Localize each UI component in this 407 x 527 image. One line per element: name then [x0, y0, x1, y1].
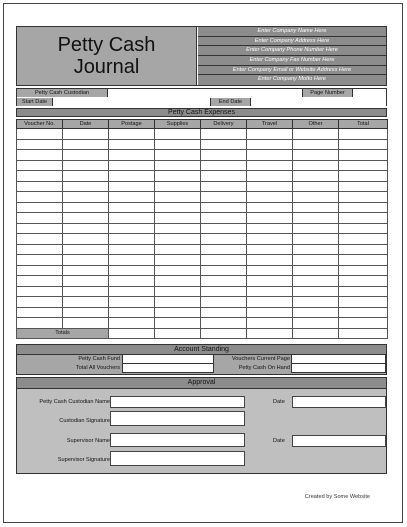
expense-cell[interactable] [201, 139, 247, 150]
expense-cell[interactable] [109, 213, 155, 224]
expense-cell[interactable] [155, 129, 201, 140]
totals-cell[interactable] [339, 328, 388, 339]
expense-cell[interactable] [201, 255, 247, 266]
expense-cell[interactable] [339, 244, 388, 255]
expense-cell[interactable] [17, 318, 63, 329]
expense-cell[interactable] [293, 202, 339, 213]
expense-cell[interactable] [339, 181, 388, 192]
expense-cell[interactable] [63, 139, 109, 150]
start-date-label: Start Date [17, 98, 53, 106]
expense-cell[interactable] [155, 192, 201, 203]
expense-cell[interactable] [17, 129, 63, 140]
expense-cell[interactable] [293, 160, 339, 171]
expense-cell[interactable] [63, 192, 109, 203]
supervisor-signature-field[interactable] [110, 451, 245, 466]
expense-cell[interactable] [63, 213, 109, 224]
page-number-field[interactable] [353, 89, 386, 97]
expense-cell[interactable] [63, 297, 109, 308]
expense-cell[interactable] [109, 223, 155, 234]
expense-cell[interactable] [109, 307, 155, 318]
footer-credit: Created by Some Website [304, 494, 370, 500]
total-vouchers-field[interactable] [122, 364, 214, 373]
expense-cell[interactable] [109, 244, 155, 255]
expense-cell[interactable] [201, 171, 247, 182]
expense-cell[interactable] [155, 265, 201, 276]
expense-cell[interactable] [247, 286, 293, 297]
expenses-title: Petty Cash Expenses [16, 108, 387, 117]
expense-cell[interactable] [155, 160, 201, 171]
start-date-field[interactable] [53, 98, 211, 106]
expense-cell[interactable] [339, 265, 388, 276]
expense-row [17, 213, 388, 224]
expense-cell[interactable] [17, 139, 63, 150]
expense-cell[interactable] [201, 129, 247, 140]
expense-cell[interactable] [201, 318, 247, 329]
custodian-field[interactable] [108, 89, 303, 97]
expense-cell[interactable] [339, 297, 388, 308]
expense-row [17, 192, 388, 203]
expense-row [17, 297, 388, 308]
totals-cell[interactable] [293, 328, 339, 339]
expense-cell[interactable] [17, 213, 63, 224]
expense-cell[interactable] [63, 171, 109, 182]
expense-cell[interactable] [109, 297, 155, 308]
expense-cell[interactable] [63, 202, 109, 213]
expense-cell[interactable] [109, 276, 155, 287]
title-block [17, 27, 197, 85]
col-voucher-no: Voucher No. [17, 120, 63, 129]
expense-cell[interactable] [247, 244, 293, 255]
expense-cell[interactable] [109, 160, 155, 171]
expense-cell[interactable] [339, 255, 388, 266]
expense-cell[interactable] [109, 234, 155, 245]
totals-label: Totals [17, 328, 109, 339]
expense-cell[interactable] [109, 129, 155, 140]
expense-cell[interactable] [339, 150, 388, 161]
expense-cell[interactable] [293, 223, 339, 234]
expense-cell[interactable] [247, 276, 293, 287]
expense-cell[interactable] [293, 297, 339, 308]
meta-row-custodian [17, 89, 386, 97]
expense-cell[interactable] [155, 234, 201, 245]
expense-cell[interactable] [247, 223, 293, 234]
expense-cell[interactable] [17, 192, 63, 203]
totals-cell[interactable] [247, 328, 293, 339]
expense-cell[interactable] [155, 139, 201, 150]
expense-cell[interactable] [339, 213, 388, 224]
meta-row-dates [17, 98, 386, 106]
expense-cell[interactable] [109, 202, 155, 213]
expense-cell[interactable] [247, 265, 293, 276]
expense-cell[interactable] [17, 297, 63, 308]
expense-row [17, 150, 388, 161]
expense-cell[interactable] [17, 307, 63, 318]
expense-cell[interactable] [247, 171, 293, 182]
expense-cell[interactable] [247, 192, 293, 203]
expenses-header-row [17, 120, 388, 129]
expense-cell[interactable] [339, 286, 388, 297]
expense-cell[interactable] [155, 181, 201, 192]
expense-cell[interactable] [293, 181, 339, 192]
expense-cell[interactable] [247, 255, 293, 266]
form-page [3, 3, 403, 523]
expense-cell[interactable] [339, 160, 388, 171]
expense-row [17, 139, 388, 150]
expenses-table [16, 119, 388, 339]
expense-cell[interactable] [247, 318, 293, 329]
title-line-1: Petty Cash [57, 34, 156, 56]
expense-cell[interactable] [109, 255, 155, 266]
expense-row [17, 129, 388, 140]
expense-cell[interactable] [339, 192, 388, 203]
expense-cell[interactable] [201, 276, 247, 287]
totals-row [17, 328, 388, 339]
custodian-signature-field[interactable] [110, 411, 245, 426]
expense-cell[interactable] [247, 150, 293, 161]
expense-cell[interactable] [109, 139, 155, 150]
account-standing-title: Account Standing [17, 345, 386, 355]
journal-meta [16, 88, 387, 106]
expense-cell[interactable] [63, 181, 109, 192]
expense-cell[interactable] [293, 265, 339, 276]
expense-cell[interactable] [155, 150, 201, 161]
expense-cell[interactable] [201, 202, 247, 213]
expense-cell[interactable] [17, 160, 63, 171]
on-hand-label: Petty Cash On Hand [238, 365, 290, 371]
date-field-2[interactable] [292, 435, 386, 447]
expense-cell[interactable] [155, 255, 201, 266]
account-row-1 [17, 355, 386, 364]
expense-cell[interactable] [201, 160, 247, 171]
expense-cell[interactable] [293, 139, 339, 150]
expense-cell[interactable] [247, 307, 293, 318]
expense-cell[interactable] [17, 234, 63, 245]
expense-cell[interactable] [109, 286, 155, 297]
expense-cell[interactable] [293, 129, 339, 140]
totals-cell[interactable] [201, 328, 247, 339]
company-address-field[interactable]: Enter Company Address Here [198, 37, 386, 47]
expense-cell[interactable] [293, 307, 339, 318]
expense-cell[interactable] [293, 244, 339, 255]
expense-cell[interactable] [155, 202, 201, 213]
approval-section [16, 377, 387, 474]
expense-cell[interactable] [63, 234, 109, 245]
expense-cell[interactable] [247, 234, 293, 245]
supervisor-name-field[interactable] [110, 433, 245, 447]
expense-row [17, 223, 388, 234]
expense-cell[interactable] [247, 202, 293, 213]
expense-row [17, 255, 388, 266]
custodian-label: Petty Cash Custodian [17, 89, 108, 97]
expense-cell[interactable] [17, 181, 63, 192]
expense-row [17, 318, 388, 329]
custodian-name-field[interactable] [110, 396, 245, 408]
expense-cell[interactable] [339, 223, 388, 234]
expense-cell[interactable] [201, 286, 247, 297]
expense-cell[interactable] [201, 265, 247, 276]
col-date: Date [63, 120, 109, 129]
company-fax-field[interactable]: Enter Company Fax Number Here [198, 56, 386, 66]
expense-cell[interactable] [155, 171, 201, 182]
expense-cell[interactable] [247, 297, 293, 308]
expense-cell[interactable] [63, 223, 109, 234]
expense-cell[interactable] [201, 192, 247, 203]
expense-cell[interactable] [155, 244, 201, 255]
account-row-2 [17, 364, 386, 373]
approval-title: Approval [17, 378, 386, 389]
expense-cell[interactable] [339, 139, 388, 150]
custodian-name-label: Petty Cash Custodian Name [39, 399, 110, 405]
expense-cell[interactable] [109, 171, 155, 182]
end-date-label: End Date [211, 98, 251, 106]
fund-field[interactable] [122, 355, 214, 364]
expense-cell[interactable] [17, 150, 63, 161]
date-label-1: Date [273, 399, 285, 405]
end-date-field[interactable] [251, 98, 386, 106]
totals-cell[interactable] [155, 328, 201, 339]
expense-cell[interactable] [63, 255, 109, 266]
expense-cell[interactable] [293, 234, 339, 245]
expense-cell[interactable] [293, 276, 339, 287]
date-label-2: Date [273, 438, 285, 444]
expense-cell[interactable] [17, 276, 63, 287]
expense-cell[interactable] [201, 297, 247, 308]
expense-cell[interactable] [201, 213, 247, 224]
expense-cell[interactable] [293, 213, 339, 224]
page-number-label: Page Number [303, 89, 353, 97]
company-phone-field[interactable]: Enter Company Phone Number Here [198, 46, 386, 56]
expense-cell[interactable] [63, 286, 109, 297]
expense-cell[interactable] [201, 181, 247, 192]
col-postage: Postage [109, 120, 155, 129]
expense-cell[interactable] [339, 202, 388, 213]
expense-row [17, 234, 388, 245]
expense-row [17, 265, 388, 276]
expense-cell[interactable] [201, 244, 247, 255]
expense-cell[interactable] [63, 265, 109, 276]
expense-cell[interactable] [17, 244, 63, 255]
vouchers-current-label: Vouchers Current Page [231, 356, 290, 362]
company-name-field[interactable]: Enter Company Name Here [198, 27, 386, 37]
expense-row [17, 171, 388, 182]
expense-cell[interactable] [109, 318, 155, 329]
expense-cell[interactable] [63, 276, 109, 287]
supervisor-name-label: Supervisor Name [66, 438, 110, 444]
expense-cell[interactable] [339, 318, 388, 329]
custodian-signature-label: Custodian Signature [59, 418, 110, 424]
col-total: Total [339, 120, 388, 129]
expense-row [17, 160, 388, 171]
vouchers-current-field[interactable] [291, 355, 386, 364]
col-supplies: Supplies [155, 120, 201, 129]
expense-cell[interactable] [247, 139, 293, 150]
expense-row [17, 202, 388, 213]
expense-cell[interactable] [63, 307, 109, 318]
expense-row [17, 181, 388, 192]
expense-row [17, 244, 388, 255]
expense-cell[interactable] [339, 171, 388, 182]
expense-cell[interactable] [155, 223, 201, 234]
expense-row [17, 276, 388, 287]
totals-cell[interactable] [109, 328, 155, 339]
expense-cell[interactable] [109, 181, 155, 192]
expense-cell[interactable] [155, 307, 201, 318]
expense-cell[interactable] [109, 192, 155, 203]
expense-cell[interactable] [17, 265, 63, 276]
expense-cell[interactable] [339, 234, 388, 245]
col-delivery: Delivery [201, 120, 247, 129]
expense-cell[interactable] [247, 129, 293, 140]
company-motto-field[interactable]: Enter Company Motto Here [257, 76, 327, 83]
expense-cell[interactable] [155, 276, 201, 287]
account-standing [16, 344, 387, 375]
col-travel: Travel [247, 120, 293, 129]
fund-label: Petty Cash Fund [78, 356, 120, 362]
expense-cell[interactable] [155, 213, 201, 224]
expense-cell[interactable] [155, 318, 201, 329]
expense-cell[interactable] [247, 181, 293, 192]
title-line-2: Journal [73, 56, 140, 78]
supervisor-signature-label: Supervisor Signature [57, 457, 110, 463]
expense-cell[interactable] [339, 276, 388, 287]
expense-cell[interactable] [17, 286, 63, 297]
expense-cell[interactable] [17, 255, 63, 266]
expense-cell[interactable] [339, 129, 388, 140]
expense-cell[interactable] [293, 318, 339, 329]
expense-cell[interactable] [293, 171, 339, 182]
expense-cell[interactable] [63, 318, 109, 329]
expense-cell[interactable] [17, 202, 63, 213]
expenses-body [17, 129, 388, 339]
expense-cell[interactable] [155, 297, 201, 308]
expense-cell[interactable] [201, 150, 247, 161]
expense-cell[interactable] [63, 150, 109, 161]
expense-cell[interactable] [293, 150, 339, 161]
form-header [16, 26, 387, 86]
expense-cell[interactable] [201, 234, 247, 245]
expense-cell[interactable] [247, 213, 293, 224]
company-email-field[interactable]: Enter Company Email or Website Address Here [198, 66, 386, 76]
expense-row [17, 307, 388, 318]
expense-cell[interactable] [63, 160, 109, 171]
total-vouchers-label: Total All Vouchers [75, 365, 120, 371]
expense-cell[interactable] [339, 307, 388, 318]
expense-cell[interactable] [201, 223, 247, 234]
date-field-1[interactable] [292, 396, 386, 408]
expense-cell[interactable] [63, 244, 109, 255]
company-info [198, 27, 386, 85]
expense-cell[interactable] [17, 171, 63, 182]
col-other: Other [293, 120, 339, 129]
on-hand-field[interactable] [291, 364, 386, 373]
expense-cell[interactable] [63, 129, 109, 140]
expense-cell[interactable] [17, 223, 63, 234]
expense-cell[interactable] [247, 160, 293, 171]
expense-cell[interactable] [293, 255, 339, 266]
expense-cell[interactable] [293, 286, 339, 297]
expense-cell[interactable] [155, 286, 201, 297]
expense-cell[interactable] [109, 150, 155, 161]
expense-cell[interactable] [293, 192, 339, 203]
expense-cell[interactable] [109, 265, 155, 276]
expense-cell[interactable] [201, 307, 247, 318]
expense-row [17, 286, 388, 297]
